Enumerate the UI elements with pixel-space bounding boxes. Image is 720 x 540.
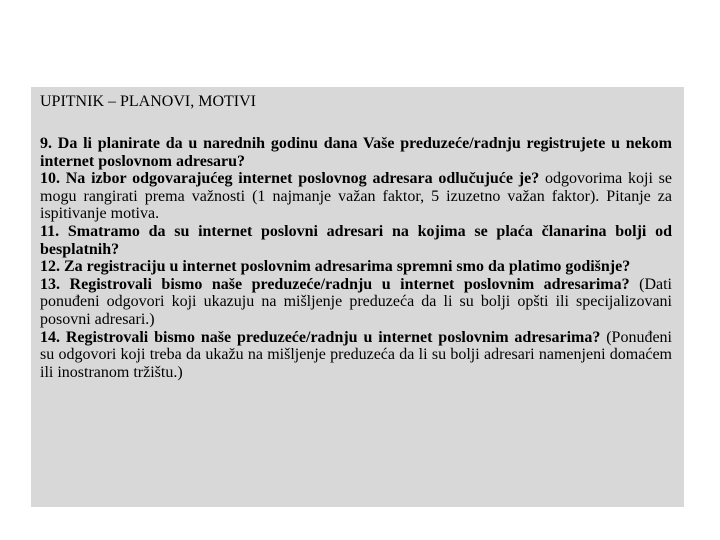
- content-panel: [31, 87, 684, 507]
- question-list: [40, 135, 672, 381]
- question-14: [40, 329, 672, 382]
- question-12: [40, 258, 672, 276]
- question-11: [40, 223, 672, 258]
- question-12-text: 12. Za registraciju u internet poslovnim adresarima spremni smo da platimo godišnje?: [40, 258, 631, 276]
- question-11-text: 11. Smatramo da su internet poslovni adresari na kojima se plaća članarina bolji od besplatnih?: [40, 222, 672, 258]
- question-13: [40, 276, 672, 329]
- question-9-text: 9. Da li planirate da u narednih godinu dana Vaše preduzeće/radnju registrujete u nekom internet poslovnom adresaru?: [40, 135, 672, 170]
- question-10-note: odgovorima koji se mogu rangirati prema važnosti (1 najmanje važan faktor, 5 izuzetno važan faktor). Pitanje za ispitivanje motiva.: [40, 170, 673, 223]
- question-9: [40, 135, 672, 170]
- question-13-note: (Dati ponuđeni odgovori koji ukazuju na mišljenje preduzeća da li su bolji opšti ili specijalizovani posovni adresari.): [40, 275, 673, 328]
- question-13-text: 13. Registrovali bismo naše preduzeće/radnju u internet poslovnim adresarima?: [40, 275, 630, 293]
- slide-title: UPITNIK – PLANOVI, MOTIVI: [40, 93, 256, 110]
- question-14-note: (Ponuđeni su odgovori koji treba da ukažu na mišljenje preduzeća da li su bolji adresari namenjeni domaćem ili inostranom tržištu.): [40, 328, 672, 381]
- question-14-text: 14. Registrovali bismo naše preduzeće/radnju u internet poslovnim adresarima?: [40, 328, 601, 346]
- question-10: [40, 170, 672, 223]
- question-10-text: 10. Na izbor odgovarajućeg internet poslovnog adresara odlučujuće je?: [40, 170, 540, 188]
